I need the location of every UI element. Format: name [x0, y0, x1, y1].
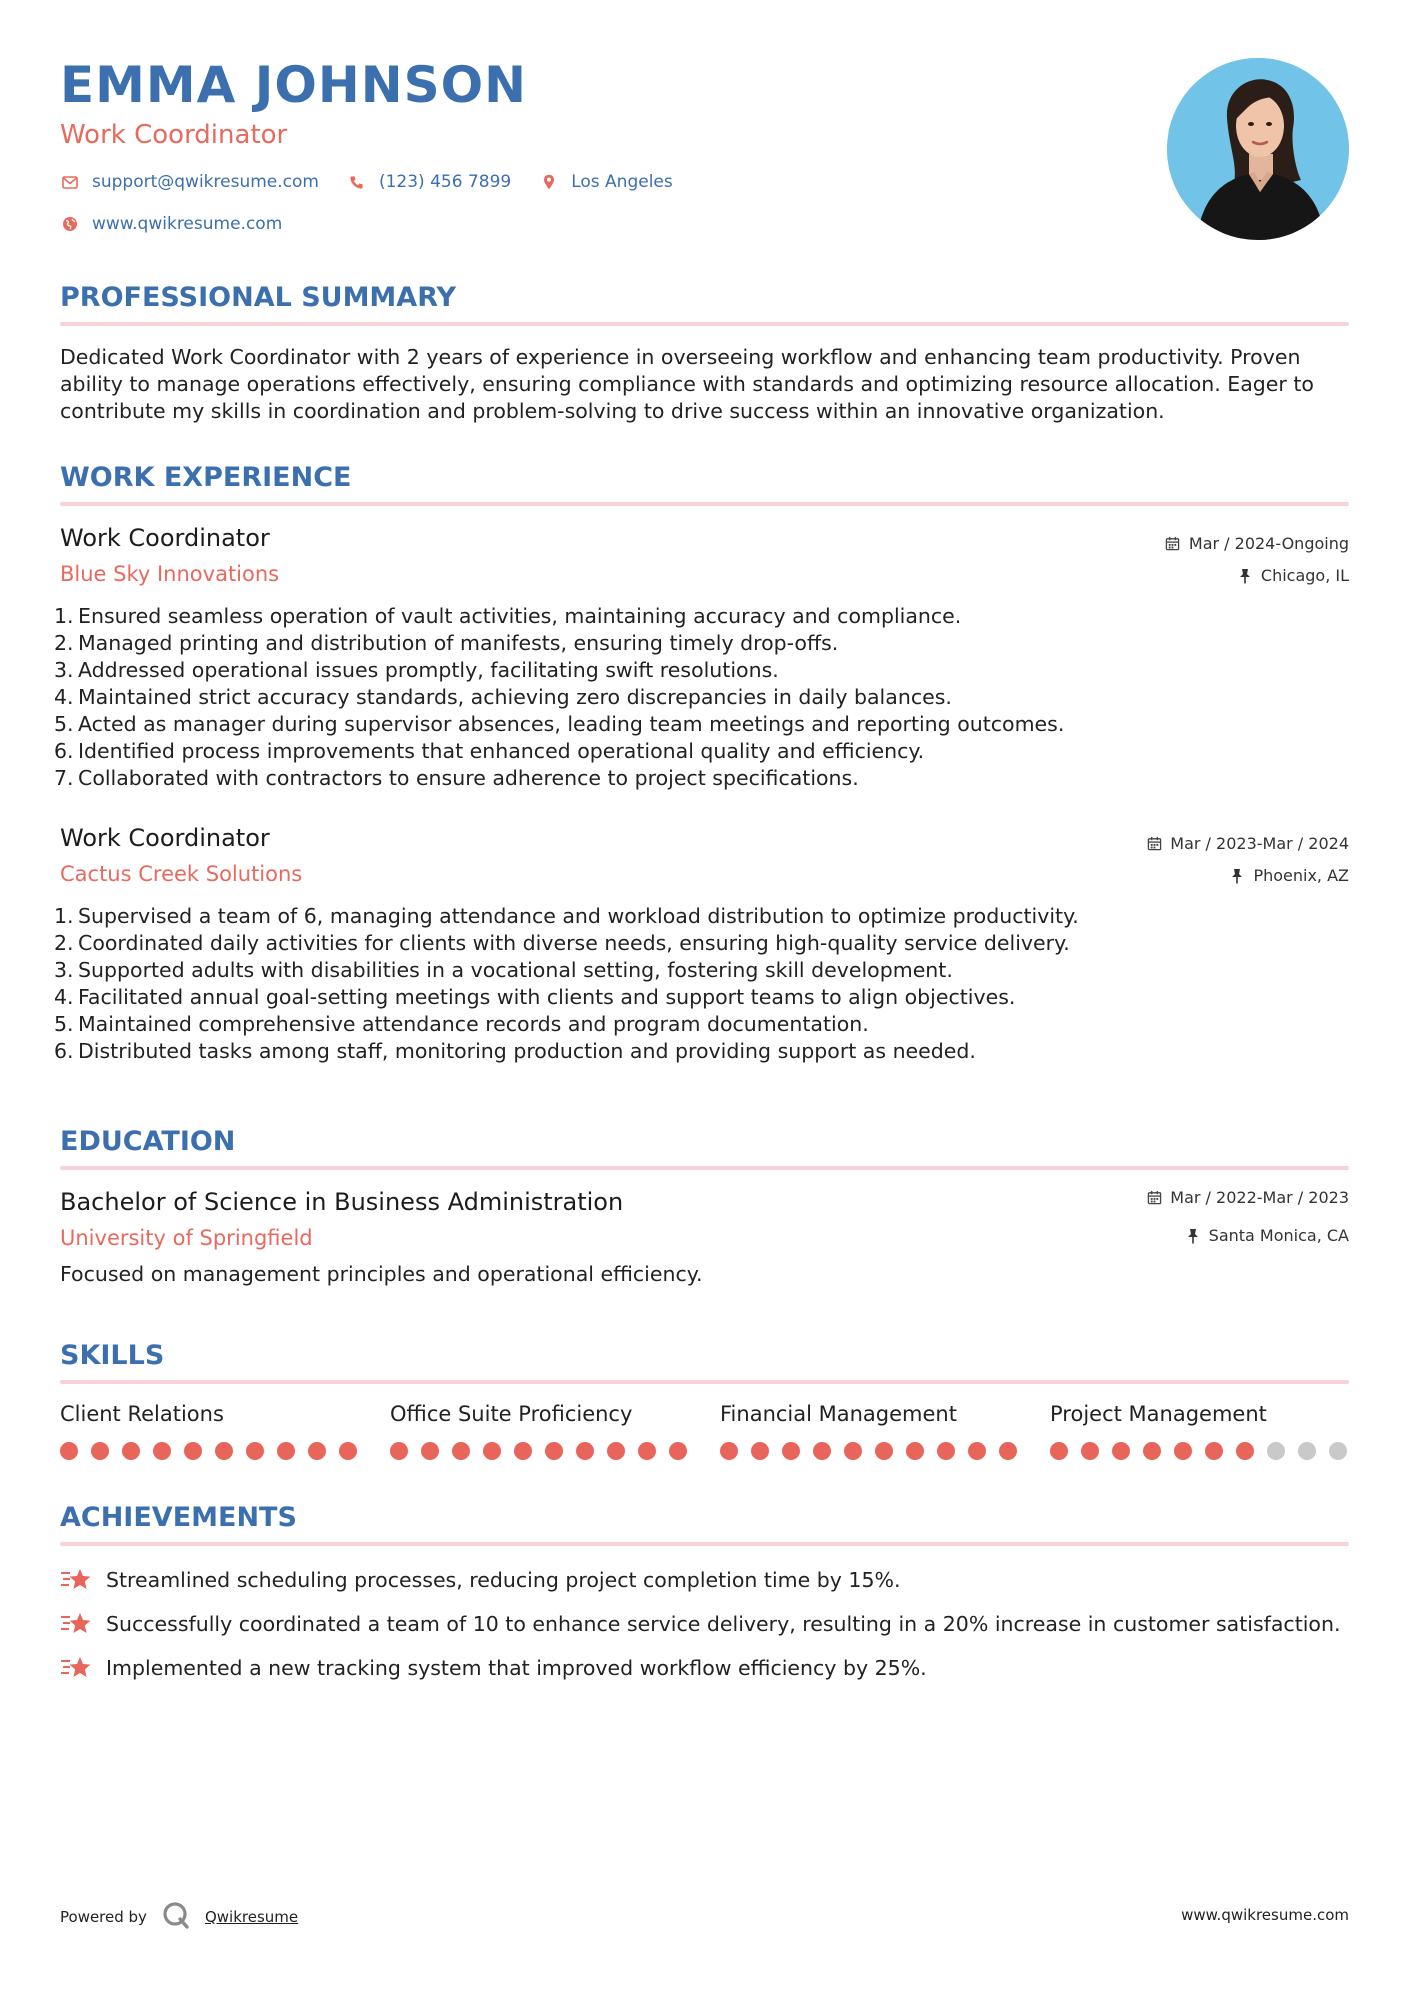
- list-item: 7. Collaborated with contractors to ensure adherence to project specifications.: [54, 766, 859, 790]
- rating-dot-filled: [638, 1442, 656, 1460]
- rating-dot-filled: [91, 1442, 109, 1460]
- rating-dot-filled: [669, 1442, 687, 1460]
- achievement-item: [60, 1566, 901, 1594]
- envelope-icon: [60, 172, 80, 192]
- job-location-text: Phoenix, AZ: [1253, 866, 1349, 885]
- list-item: 2. Coordinated daily activities for clients with diverse needs, ensuring high-quality service delivery.: [54, 931, 1070, 955]
- rating-dot-filled: [607, 1442, 625, 1460]
- shooting-star-icon: [60, 1610, 92, 1638]
- education-dates-text: Mar / 2022-Mar / 2023: [1170, 1188, 1349, 1207]
- job-dates: [1165, 534, 1349, 553]
- rating-dot-filled: [545, 1442, 563, 1460]
- rating-dot-filled: [246, 1442, 264, 1460]
- achievement-item: [60, 1654, 927, 1682]
- rating-dot-filled: [844, 1442, 862, 1460]
- skill-rating: [720, 1442, 1020, 1460]
- skill-item: [60, 1402, 360, 1460]
- section-divider: [60, 1166, 1349, 1170]
- rating-dot-filled: [308, 1442, 326, 1460]
- rating-dot-filled: [968, 1442, 986, 1460]
- rating-dot-filled: [1174, 1442, 1192, 1460]
- school-name: University of Springfield: [60, 1226, 313, 1250]
- calendar-icon: [1165, 536, 1181, 552]
- section-divider: [60, 502, 1349, 506]
- rating-dot-filled: [390, 1442, 408, 1460]
- section-title-achievements: ACHIEVEMENTS: [60, 1502, 297, 1533]
- skill-name: Project Management: [1050, 1402, 1267, 1426]
- job-bullets: [54, 603, 1349, 792]
- rating-dot-filled: [782, 1442, 800, 1460]
- rating-dot-filled: [1143, 1442, 1161, 1460]
- list-item: 1. Supervised a team of 6, managing attendance and workload distribution to optimize productivity.: [54, 904, 1079, 928]
- rating-dot-filled: [452, 1442, 470, 1460]
- rating-dot-filled: [184, 1442, 202, 1460]
- rating-dot-filled: [906, 1442, 924, 1460]
- shooting-star-icon: [60, 1654, 92, 1682]
- education-location-text: Santa Monica, CA: [1208, 1226, 1349, 1245]
- degree-title: Bachelor of Science in Business Administration: [60, 1188, 624, 1216]
- rating-dot-filled: [576, 1442, 594, 1460]
- list-item: 5. Acted as manager during supervisor absences, leading team meetings and reporting outcomes.: [54, 712, 1065, 736]
- section-title-experience: WORK EXPERIENCE: [60, 462, 352, 493]
- job-location-text: Chicago, IL: [1260, 566, 1349, 585]
- email-text: support@qwikresume.com: [92, 172, 319, 192]
- website-text: www.qwikresume.com: [92, 214, 283, 234]
- list-item: 6. Identified process improvements that enhanced operational quality and efficiency.: [54, 739, 925, 763]
- company-name: Cactus Creek Solutions: [60, 862, 303, 886]
- phone-text: (123) 456 7899: [378, 172, 512, 192]
- qwikresume-logo-icon: [161, 1900, 191, 1934]
- skill-item: [1050, 1402, 1350, 1460]
- rating-dot-filled: [937, 1442, 955, 1460]
- pushpin-icon: [1185, 1228, 1201, 1244]
- education-description: Focused on management principles and operational efficiency.: [60, 1262, 703, 1286]
- skill-name: Office Suite Proficiency: [390, 1402, 633, 1426]
- skill-rating: [60, 1442, 360, 1460]
- section-divider: [60, 1542, 1349, 1546]
- job-dates-text: Mar / 2023-Mar / 2024: [1170, 834, 1349, 853]
- rating-dot-filled: [875, 1442, 893, 1460]
- powered-by-label: Powered by: [60, 1908, 147, 1926]
- rating-dot-filled: [215, 1442, 233, 1460]
- skill-name: Client Relations: [60, 1402, 224, 1426]
- rating-dot-filled: [153, 1442, 171, 1460]
- rating-dot-filled: [514, 1442, 532, 1460]
- rating-dot-empty: [1329, 1442, 1347, 1460]
- rating-dot-empty: [1298, 1442, 1316, 1460]
- skill-item: [390, 1402, 690, 1460]
- contact-email[interactable]: [60, 172, 319, 192]
- achievement-text: Streamlined scheduling processes, reducing project completion time by 15%.: [106, 1568, 901, 1592]
- profile-photo: [1167, 58, 1349, 240]
- globe-icon: [60, 214, 80, 234]
- rating-dot-filled: [483, 1442, 501, 1460]
- skill-rating: [1050, 1442, 1350, 1460]
- list-item: 4. Facilitated annual goal-setting meetings with clients and support teams to align objectives.: [54, 985, 1016, 1009]
- rating-dot-filled: [1050, 1442, 1068, 1460]
- map-pin-icon: [539, 172, 559, 192]
- pushpin-icon: [1229, 868, 1245, 884]
- section-title-summary: PROFESSIONAL SUMMARY: [60, 282, 457, 313]
- list-item: 5. Maintained comprehensive attendance records and program documentation.: [54, 1012, 869, 1036]
- list-item: 2. Managed printing and distribution of manifests, ensuring timely drop-offs.: [54, 631, 839, 655]
- rating-dot-filled: [1236, 1442, 1254, 1460]
- brand-link[interactable]: Qwikresume: [204, 1908, 299, 1926]
- contact-row-web: [60, 214, 296, 234]
- contact-phone[interactable]: [347, 172, 511, 192]
- list-item: 3. Supported adults with disabilities in a vocational setting, fostering skill development.: [54, 958, 953, 982]
- rating-dot-filled: [421, 1442, 439, 1460]
- summary-text: Dedicated Work Coordinator with 2 years of experience in overseeing workflow and enhancing team productivity. Proven ability to manage operations effectively, ensuring compliance with standards and optimizing resource allocation. Eager to contribute my skills in coordination and problem-solving to drive success within an innovative organization.: [60, 345, 1314, 423]
- education-location: [1185, 1226, 1349, 1245]
- skill-rating: [390, 1442, 690, 1460]
- rating-dot-filled: [1112, 1442, 1130, 1460]
- job-title: Work Coordinator: [60, 824, 270, 852]
- company-name: Blue Sky Innovations: [60, 562, 280, 586]
- achievement-item: [60, 1610, 1340, 1638]
- rating-dot-filled: [720, 1442, 738, 1460]
- rating-dot-filled: [813, 1442, 831, 1460]
- rating-dot-filled: [1205, 1442, 1223, 1460]
- person-silhouette-icon: [1167, 58, 1349, 240]
- job-bullets: [54, 903, 1349, 1065]
- job-location: [1237, 566, 1349, 585]
- rating-dot-filled: [751, 1442, 769, 1460]
- achievement-text: Successfully coordinated a team of 10 to enhance service delivery, resulting in a 20% increase in customer satisfaction.: [106, 1612, 1341, 1636]
- rating-dot-empty: [1267, 1442, 1285, 1460]
- job-location: [1229, 866, 1349, 885]
- shooting-star-icon: [60, 1566, 92, 1594]
- rating-dot-filled: [999, 1442, 1017, 1460]
- footer-url[interactable]: www.qwikresume.com: [1181, 1906, 1349, 1924]
- list-item: 1. Ensured seamless operation of vault activities, maintaining accuracy and compliance.: [54, 604, 962, 628]
- candidate-role: Work Coordinator: [60, 120, 288, 150]
- contact-row: [60, 172, 687, 192]
- section-title-skills: SKILLS: [60, 1340, 165, 1371]
- skill-name: Financial Management: [720, 1402, 957, 1426]
- contact-website[interactable]: [60, 214, 282, 234]
- footer-powered-by: [60, 1900, 298, 1934]
- calendar-icon: [1146, 1190, 1162, 1206]
- job-dates-text: Mar / 2024-Ongoing: [1188, 534, 1349, 553]
- rating-dot-filled: [339, 1442, 357, 1460]
- rating-dot-filled: [60, 1442, 78, 1460]
- education-dates: [1146, 1188, 1349, 1207]
- list-item: 3. Addressed operational issues promptly, facilitating swift resolutions.: [54, 658, 779, 682]
- calendar-icon: [1146, 836, 1162, 852]
- location-text: Los Angeles: [571, 172, 673, 192]
- candidate-name: EMMA JOHNSON: [60, 56, 527, 114]
- contact-location: [539, 172, 673, 192]
- skill-item: [720, 1402, 1020, 1460]
- rating-dot-filled: [277, 1442, 295, 1460]
- list-item: 6. Distributed tasks among staff, monitoring production and providing support as needed.: [54, 1039, 976, 1063]
- section-divider: [60, 1380, 1349, 1384]
- achievement-text: Implemented a new tracking system that improved workflow efficiency by 25%.: [106, 1656, 927, 1680]
- job-dates: [1146, 834, 1349, 853]
- section-divider: [60, 322, 1349, 326]
- list-item: 4. Maintained strict accuracy standards, achieving zero discrepancies in daily balances.: [54, 685, 952, 709]
- job-title: Work Coordinator: [60, 524, 270, 552]
- rating-dot-filled: [1081, 1442, 1099, 1460]
- rating-dot-filled: [122, 1442, 140, 1460]
- phone-icon: [347, 172, 367, 192]
- pushpin-icon: [1237, 568, 1253, 584]
- section-title-education: EDUCATION: [60, 1126, 236, 1157]
